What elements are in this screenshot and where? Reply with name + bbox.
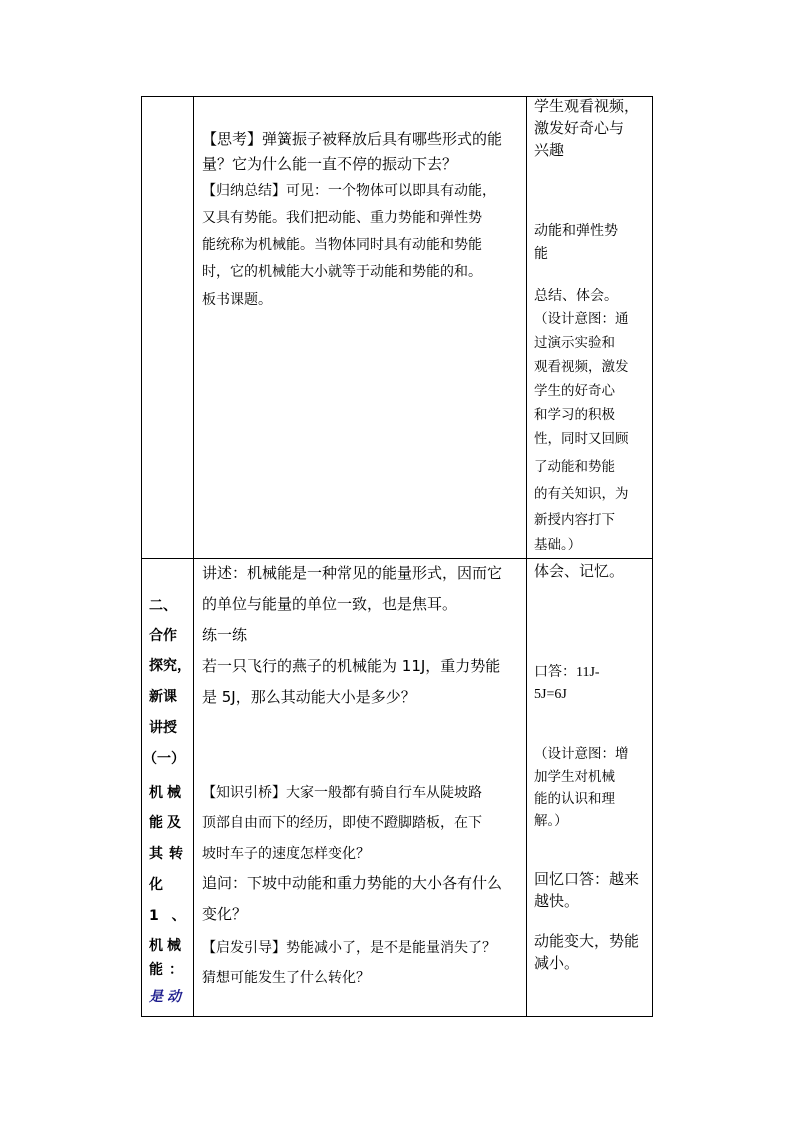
text-line: 解。） bbox=[534, 813, 568, 829]
text-line: 动能变大，势能 bbox=[534, 932, 640, 950]
text-line: 【启发引导】势能减小了，是不是能量消失了？ bbox=[202, 940, 496, 956]
table-border-bottom bbox=[141, 1016, 653, 1017]
section-line: 1 、 bbox=[149, 908, 190, 924]
section-line: 合作 bbox=[149, 628, 177, 644]
table-border-left bbox=[141, 96, 142, 1017]
section-line: 能： bbox=[149, 962, 189, 978]
text-line: 顶部自由而下的经历，即使不蹬脚踏板，在下 bbox=[202, 815, 482, 831]
text-line: 坡时车子的速度怎样变化？ bbox=[202, 846, 370, 862]
text-line: 新授内容打下 bbox=[534, 512, 615, 528]
text-line: 时，它的机械能大小就等于动能和势能的和。 bbox=[202, 264, 482, 280]
section-line: 能及 bbox=[149, 815, 185, 831]
text-line: 板书课题。 bbox=[202, 292, 272, 308]
text-line: 兴趣 bbox=[534, 141, 565, 159]
section-line: 探究， bbox=[149, 658, 191, 674]
section-line: 新课 bbox=[149, 689, 177, 705]
text-line: 【归纳总结】可见：一个物体可以即具有动能， bbox=[202, 183, 496, 199]
text-line: 的单位与能量的单位一致，也是焦耳。 bbox=[202, 595, 458, 613]
text-line: （设计意图：增 bbox=[534, 746, 629, 762]
text-line: 加学生对机械 bbox=[534, 769, 615, 785]
text-line: 学生观看视频， bbox=[534, 97, 640, 115]
table-column-divider-1 bbox=[193, 96, 194, 1017]
text-line: 回忆口答：越来 bbox=[534, 870, 640, 888]
text-line: 追问：下坡中动能和重力势能的大小各有什么 bbox=[202, 874, 503, 892]
table-row-divider bbox=[141, 558, 653, 559]
text-line: 观看视频，激发 bbox=[534, 359, 629, 375]
section-line: 是动 bbox=[149, 989, 185, 1005]
text-line: 是 5J，那么其动能大小是多少？ bbox=[202, 688, 416, 706]
text-line: 又具有势能。我们把动能、重力势能和弹性势 bbox=[202, 210, 482, 226]
text-line: 【知识引桥】大家一般都有骑自行车从陡坡路 bbox=[202, 785, 482, 801]
text-line: 练一练 bbox=[202, 626, 248, 644]
section-line: 机械 bbox=[149, 785, 185, 801]
text-line: 过演示实验和 bbox=[534, 335, 615, 351]
text-line: 体会、记忆。 bbox=[534, 562, 625, 580]
text-line: 性，同时又回顾 bbox=[534, 431, 629, 447]
section-line: 机械 bbox=[149, 938, 185, 954]
text-line: 猜想可能发生了什么转化？ bbox=[202, 970, 370, 986]
text-line: 5J=6J bbox=[534, 687, 567, 702]
section-line: 讲授 bbox=[149, 720, 177, 736]
text-line: 越快。 bbox=[534, 892, 580, 910]
text-line: 能的认识和理 bbox=[534, 791, 615, 807]
text-line: 减小。 bbox=[534, 954, 580, 972]
text-line: 和学习的积极 bbox=[534, 407, 615, 423]
text-line: 能统称为机械能。当物体同时具有动能和势能 bbox=[202, 237, 482, 253]
text-line: 基础。） bbox=[534, 537, 582, 553]
section-line: （一） bbox=[143, 751, 185, 767]
text-line: 变化？ bbox=[202, 905, 248, 923]
table-border-right bbox=[652, 96, 653, 1017]
section-line: 化 bbox=[149, 877, 163, 893]
section-line: 其转 bbox=[149, 846, 189, 862]
text-line: 量？它为什么能一直不停的振动下去？ bbox=[202, 155, 458, 173]
text-line: 能 bbox=[534, 246, 548, 262]
text-line: 学生的好奇心 bbox=[534, 383, 615, 399]
text-line: 总结、体会。 bbox=[534, 288, 618, 304]
text-line: 动能和弹性势 bbox=[534, 223, 618, 239]
section-line: 二、 bbox=[149, 598, 177, 614]
table-column-divider-2 bbox=[526, 96, 527, 1017]
text-line: 激发好奇心与 bbox=[534, 119, 625, 137]
text-line: 了动能和势能 bbox=[534, 459, 615, 475]
text-line: 【思考】弹簧振子被释放后具有哪些形式的能 bbox=[202, 130, 503, 148]
text-line: 若一只飞行的燕子的机械能为 11J，重力势能 bbox=[202, 657, 501, 675]
text-line: 讲述：机械能是一种常见的能量形式，因而它 bbox=[202, 564, 503, 582]
text-line: 口答：11J- bbox=[534, 665, 600, 680]
text-line: （设计意图：通 bbox=[534, 311, 629, 327]
text-line: 的有关知识，为 bbox=[534, 486, 629, 502]
